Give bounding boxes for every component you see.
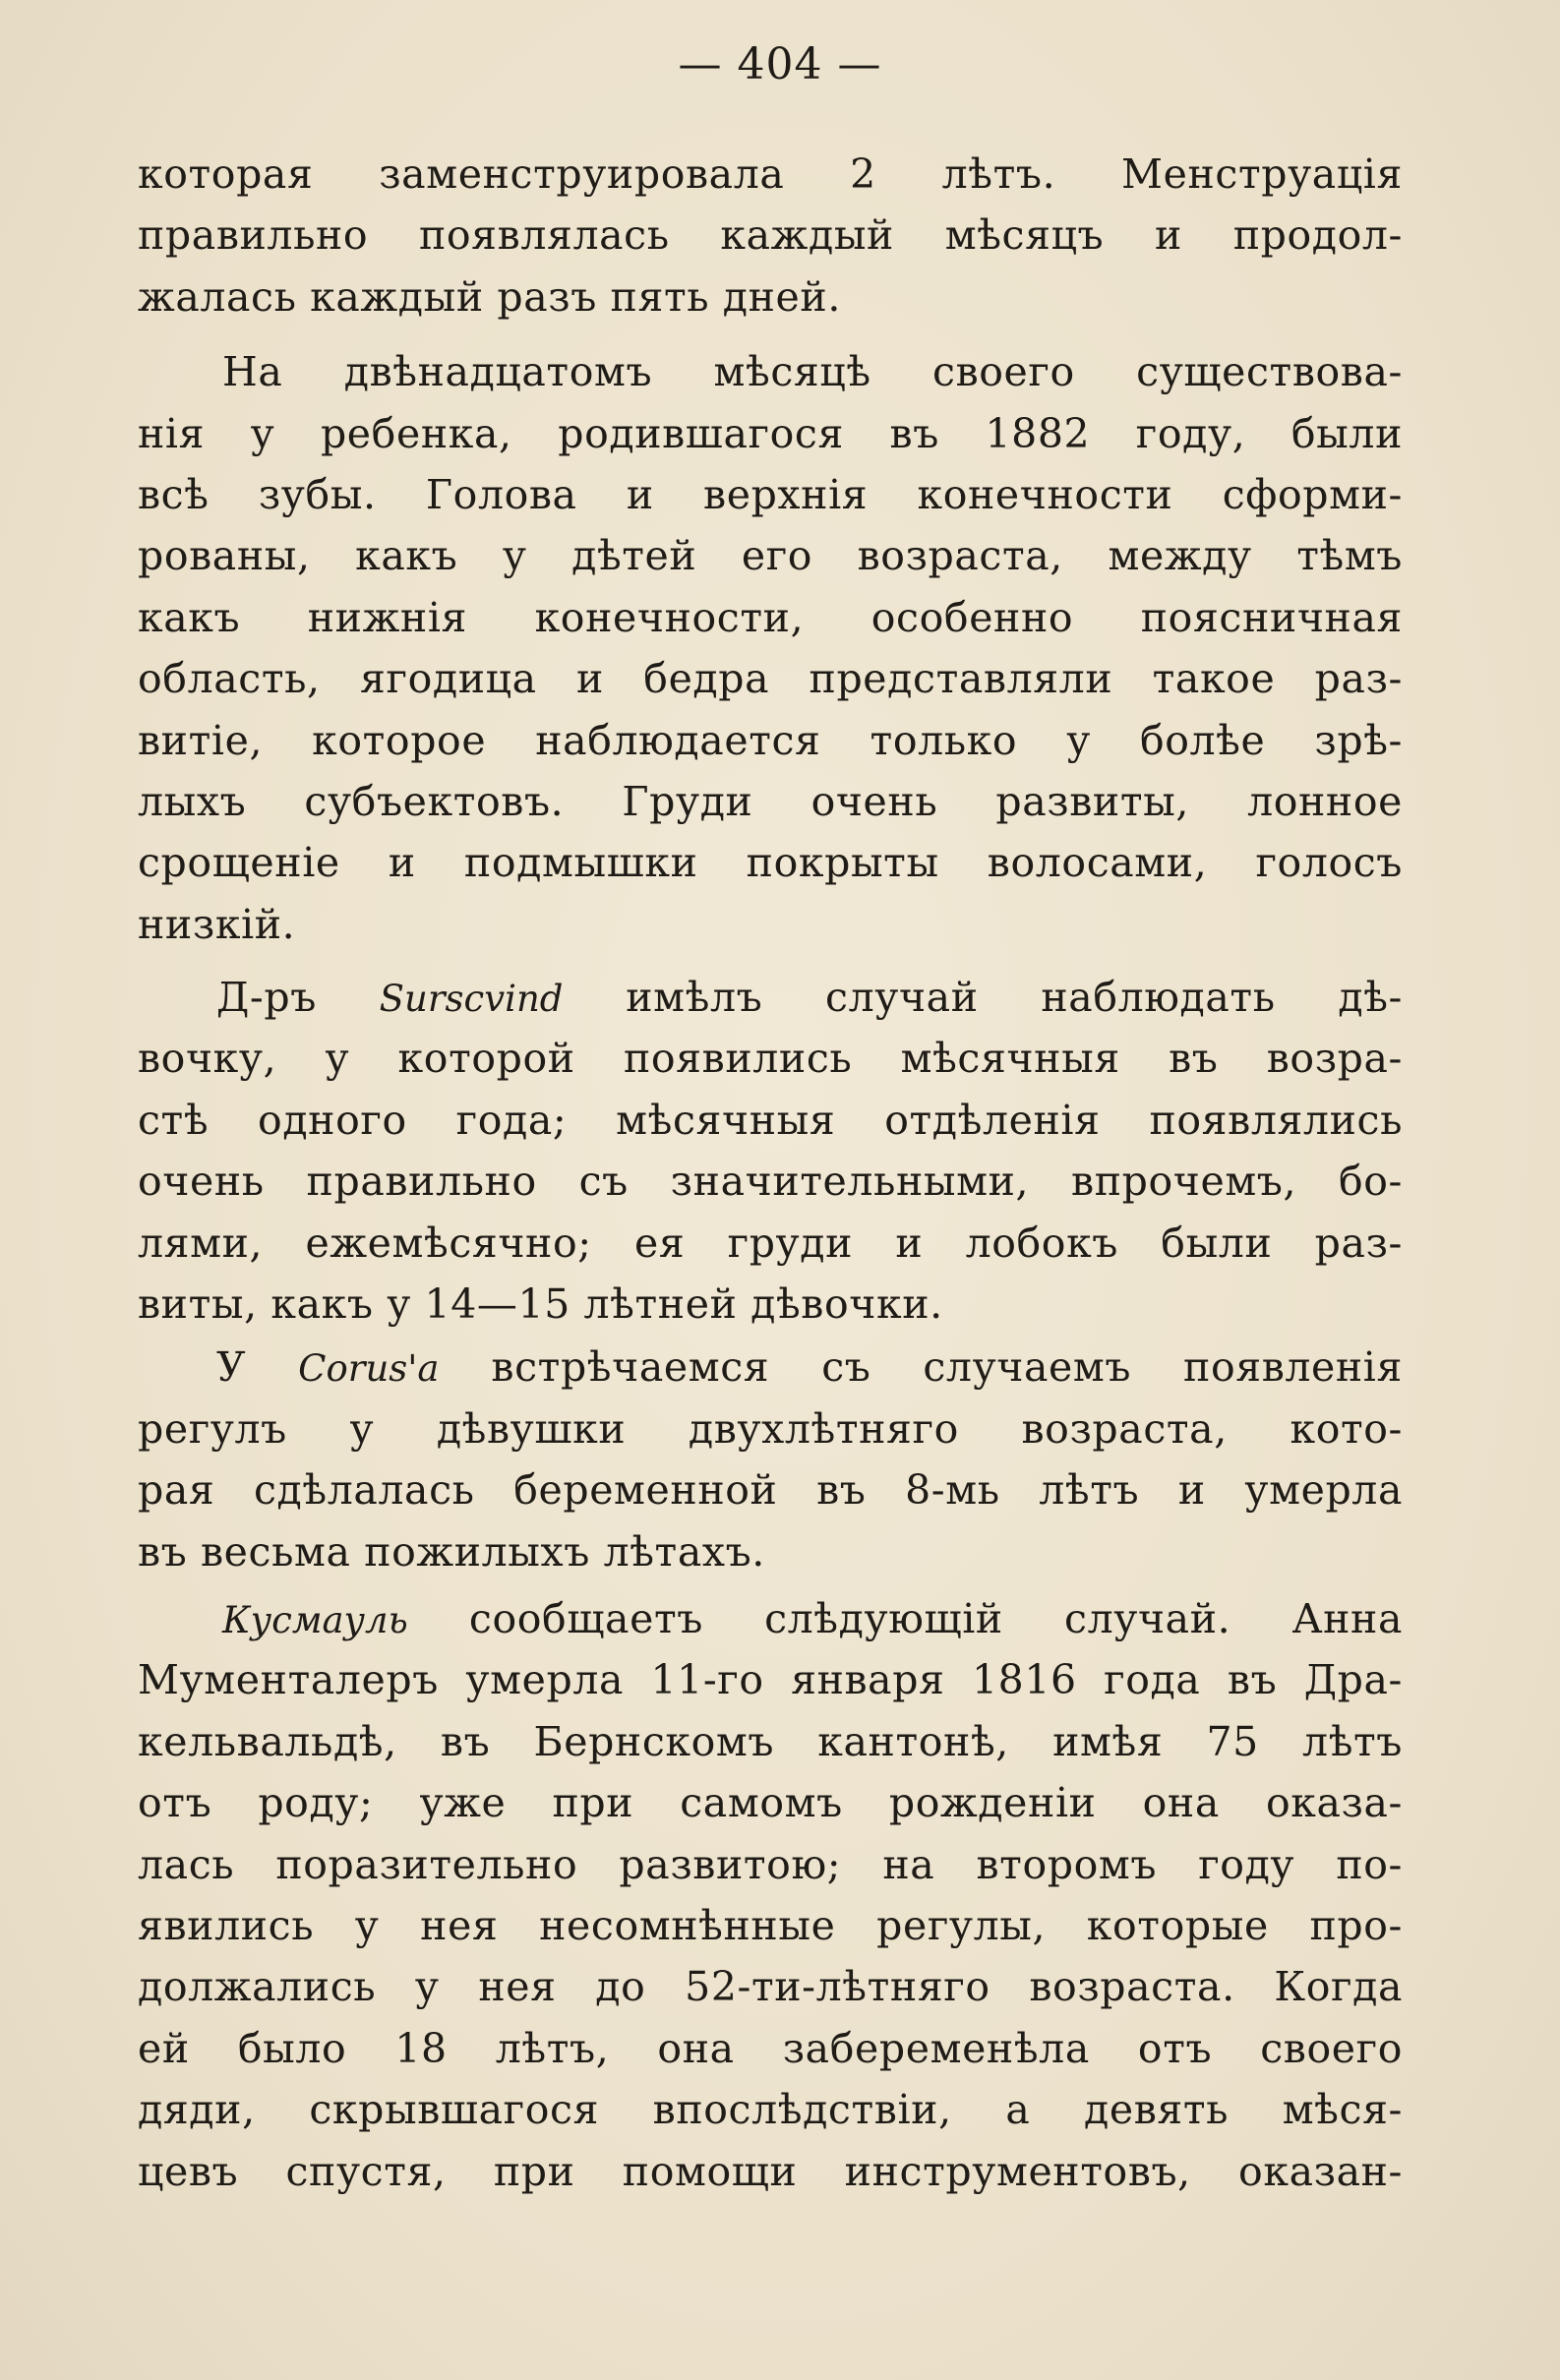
text-line: кельвальдѣ, въ Бернскомъ кантонѣ, имѣя 75 лѣтъ (138, 1717, 1403, 1765)
paragraph-4 (138, 1337, 1403, 1582)
body-text (138, 144, 1403, 2202)
text-line: цевъ спустя, при помощи инструментовъ, оказан- (138, 2147, 1403, 2195)
line-rest: встрѣчаемся съ случаемъ появленія (439, 1343, 1403, 1392)
text-line: явились у нея несомнѣнные регулы, которые про- (138, 1901, 1403, 1949)
text-line: очень правильно съ значительными, впрочемъ, бо- (138, 1158, 1403, 1206)
text-line: лями, ежемѣсячно; ея груди и лобокъ были раз- (138, 1219, 1403, 1267)
page-number: — 404 — (678, 39, 882, 89)
text-line (138, 967, 1403, 1028)
paragraph-2 (138, 341, 1403, 955)
text-line: На двѣнадцатомъ мѣсяцѣ своего существова- (222, 348, 1403, 396)
lead-text: У (216, 1343, 299, 1392)
paragraph-5 (138, 1588, 1403, 2202)
text-line: витіе, которое наблюдается только у болѣе зрѣ- (138, 716, 1403, 764)
text-line: правильно появлялась каждый мѣсяцъ и продол- (138, 211, 1403, 260)
text-line: дяди, скрывшагося впослѣдствіи, а девять мѣся- (138, 2086, 1403, 2134)
text-line: срощеніе и подмышки покрыты волосами, голосъ (138, 839, 1403, 887)
author-name-italic: Surscvind (379, 978, 564, 1021)
text-line (138, 1337, 1403, 1398)
line-rest: сообщаетъ слѣдующій случай. Анна (407, 1594, 1403, 1642)
text-line: всѣ зубы. Голова и верхнія конечности сформи- (138, 470, 1403, 518)
text-line: стѣ одного года; мѣсячныя отдѣленія появлялись (138, 1096, 1403, 1144)
text-line: виты, какъ у 14—15 лѣтней дѣвочки. (138, 1280, 943, 1329)
line-rest: имѣлъ случай наблюдать дѣ- (563, 974, 1403, 1022)
text-line: Мументалеръ умерла 11-го января 1816 года въ Дра- (138, 1656, 1403, 1704)
text-line: какъ нижнія конечности, особенно поясничная (138, 593, 1403, 641)
text-line: ей было 18 лѣтъ, она забеременѣла отъ своего (138, 2024, 1403, 2072)
text-line: должались у нея до 52-ти-лѣтняго возраста. Когда (138, 1963, 1403, 2011)
text-line: отъ роду; уже при самомъ рожденіи она оказа- (138, 1779, 1403, 1827)
text-line (138, 1588, 1403, 1649)
paragraph-1 (138, 144, 1403, 327)
text-line: которая заменструировала 2 лѣтъ. Менструація (138, 150, 1403, 198)
author-name-italic: Кусмауль (222, 1598, 408, 1641)
author-name-italic: Corus'a (298, 1347, 440, 1391)
text-line: низкій. (138, 900, 296, 948)
text-line: регулъ у дѣвушки двухлѣтняго возраста, кото- (138, 1404, 1403, 1453)
text-line: рованы, какъ у дѣтей его возраста, между тѣмъ (138, 532, 1403, 580)
text-line: нія у ребенка, родившагося въ 1882 году, были (138, 409, 1403, 457)
lead-text: Д-ръ (216, 974, 380, 1022)
paragraph-3 (138, 967, 1403, 1335)
text-line: лыхъ субъектовъ. Груди очень развиты, лонное (138, 777, 1403, 825)
text-line: вочку, у которой появились мѣсячныя въ возра- (138, 1035, 1403, 1083)
text-line: лась поразительно развитою; на второмъ году по- (138, 1840, 1403, 1888)
text-line: рая сдѣлалась беременной въ 8-мь лѣтъ и умерла (138, 1466, 1403, 1515)
text-line: въ весьма пожилыхъ лѣтахъ. (138, 1527, 765, 1576)
text-line: область, ягодица и бедра представляли такое раз- (138, 655, 1403, 703)
text-line: жалась каждый разъ пять дней. (138, 272, 841, 321)
